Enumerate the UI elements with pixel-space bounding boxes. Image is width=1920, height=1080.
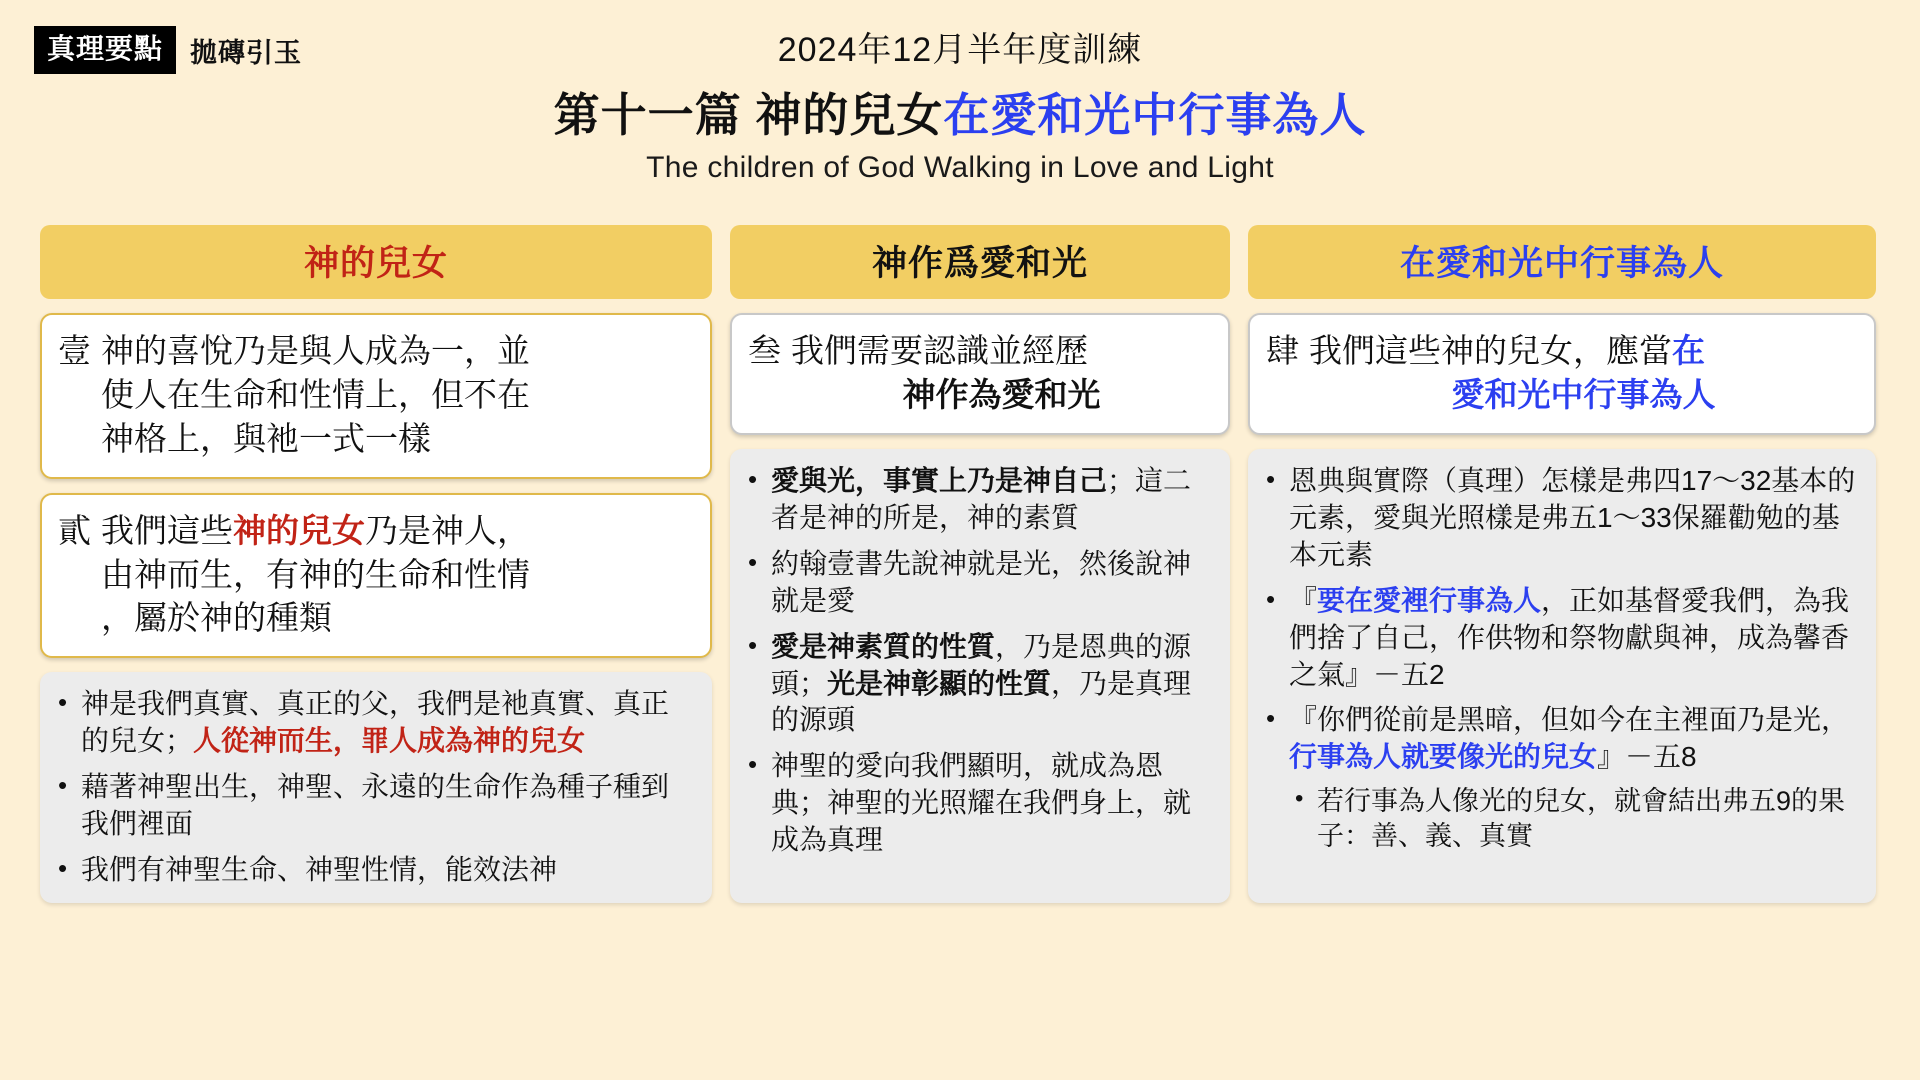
point-4 <box>1266 329 1858 417</box>
column-3-sub-list <box>1289 784 1860 854</box>
truth-point-subtitle: 拋磚引玉 <box>190 37 303 68</box>
list-item <box>744 629 1214 740</box>
point-card-4 <box>1248 313 1876 435</box>
point-3-line-1: 我們需要認識並經歷 <box>791 332 1088 369</box>
bullet-3-3-text: 』－五8 <box>1597 741 1697 773</box>
list-item: • 藉著神聖出生，神聖、永遠的生命作為種子種到我們裡面 <box>54 769 696 843</box>
point-card-1 <box>40 313 712 479</box>
list-item <box>1262 702 1860 854</box>
column-god-as-love-and-light <box>730 225 1230 903</box>
point-1 <box>58 329 694 461</box>
bullet-3-3-emphasis: 行事為人就要像光的兒女 <box>1289 741 1598 773</box>
point-2 <box>58 509 694 641</box>
column-2-bullet-list <box>744 463 1214 860</box>
bullet-1-text: 神是我們真實、真正的父，我們是衪真實、真正的兒女； <box>81 688 670 757</box>
point-2-number: 貳 <box>58 511 91 549</box>
column-children-of-god <box>40 225 712 903</box>
point-2-line-3: ，屬於神的種類 <box>101 599 332 637</box>
bullet-3-3-prefix: 『你們從前是黑暗，但如今在主裡面乃是光， <box>1289 704 1850 736</box>
list-item: • 若行事為人像光的兒女，就會結出弗五9的果子：善、義、真實 <box>1289 784 1860 854</box>
point-2-line-2: 由神而生，有神的生命和性情 <box>101 555 530 593</box>
list-item: • 神聖的愛向我們顯明，就成為恩典；神聖的光照耀在我們身上，就成為真理 <box>744 748 1214 859</box>
point-1-line-1: 神的喜悅乃是與人成為一，並 <box>101 332 530 369</box>
bullet-2-3-text-2: ，乃是真理的源頭 <box>771 667 1192 736</box>
column-1-bullet-list <box>54 686 696 889</box>
truth-point-badge: 真理要點 <box>34 26 176 74</box>
point-3-line-2: 神作為愛和光 <box>902 375 1101 413</box>
point-3-text <box>791 329 1212 417</box>
point-2-text <box>101 509 694 641</box>
column-2-heading: 神作爲愛和光 <box>730 225 1230 299</box>
column-2-bullets-panel <box>730 449 1230 903</box>
bullet-3-2-emphasis: 要在愛裡行事為人 <box>1317 584 1542 616</box>
title-block <box>0 22 1920 185</box>
point-1-line-3: 神格上，與衪一式一樣 <box>101 419 431 457</box>
column-1-heading: 神的兒女 <box>40 225 712 299</box>
point-3 <box>748 329 1212 417</box>
column-3-heading: 在愛和光中行事為人 <box>1248 225 1876 299</box>
bullet-2-1-bold: 愛與光，事實上乃是神自己 <box>771 464 1108 496</box>
point-2-highlight: 神的兒女 <box>233 511 365 549</box>
bullet-3-2-prefix: 『 <box>1289 584 1318 616</box>
bullet-2-3-bold-1: 愛是神素質的性質 <box>771 630 996 662</box>
point-1-text <box>101 329 694 461</box>
columns-container <box>40 225 1880 903</box>
bullet-2-3-text-1: ，乃是恩典的源頭； <box>771 630 1192 699</box>
point-2-line-1: 我們這些神的兒女乃是神人， <box>101 511 530 549</box>
message-title <box>0 79 1920 145</box>
bullet-3-2-text: ，正如基督愛我們，為我們捨了自己，作供物和祭物獻與神，成為馨香之氣』－五2 <box>1289 584 1850 690</box>
point-4-highlight-1: 在 <box>1672 332 1705 369</box>
point-4-line-2 <box>1309 373 1858 417</box>
column-walking-in-love-and-light <box>1248 225 1876 903</box>
message-title-english: The children of God Walking in Love and Light <box>646 151 1274 184</box>
point-card-2 <box>40 493 712 659</box>
bullet-2-1-text: ；這二者是神的所是，神的素質 <box>771 464 1192 533</box>
point-1-number: 壹 <box>58 332 91 369</box>
list-item: • 約翰壹書先說神就是光，然後說神就是愛 <box>744 546 1214 620</box>
column-3-bullets-panel <box>1248 449 1876 903</box>
list-item: • 我們有神聖生命、神聖性情，能效法神 <box>54 852 696 889</box>
bullet-2-3-bold-2: 光是神彰顯的性質 <box>827 667 1052 699</box>
point-4-highlight-2: 愛和光中行事為人 <box>1451 375 1716 413</box>
list-item: • 恩典與實際（真理）怎樣是弗四17～32基本的元素，愛與光照樣是弗五1～33保羅勸勉的基本元素 <box>1262 463 1860 574</box>
column-3-bullet-list <box>1262 463 1860 855</box>
bullet-1-emphasis: 人從神而生，罪人成為神的兒女 <box>193 725 586 757</box>
list-item <box>1262 583 1860 694</box>
point-4-text <box>1309 329 1858 417</box>
training-subtitle: 2024年12月半年度訓練 <box>777 31 1143 69</box>
point-card-3 <box>730 313 1230 435</box>
message-title-blue: 在愛和光中行事為人 <box>943 89 1367 141</box>
list-item <box>744 463 1214 537</box>
point-4-number: 肆 <box>1266 332 1299 369</box>
point-3-number: 叁 <box>748 332 781 369</box>
point-4-line-1: 我們這些神的兒女，應當在 <box>1309 332 1705 369</box>
column-1-bullets-panel <box>40 672 712 903</box>
message-title-black: 第十一篇 神的兒女 <box>553 89 944 141</box>
list-item <box>54 686 696 760</box>
point-1-line-2: 使人在生命和性情上，但不在 <box>101 375 530 413</box>
